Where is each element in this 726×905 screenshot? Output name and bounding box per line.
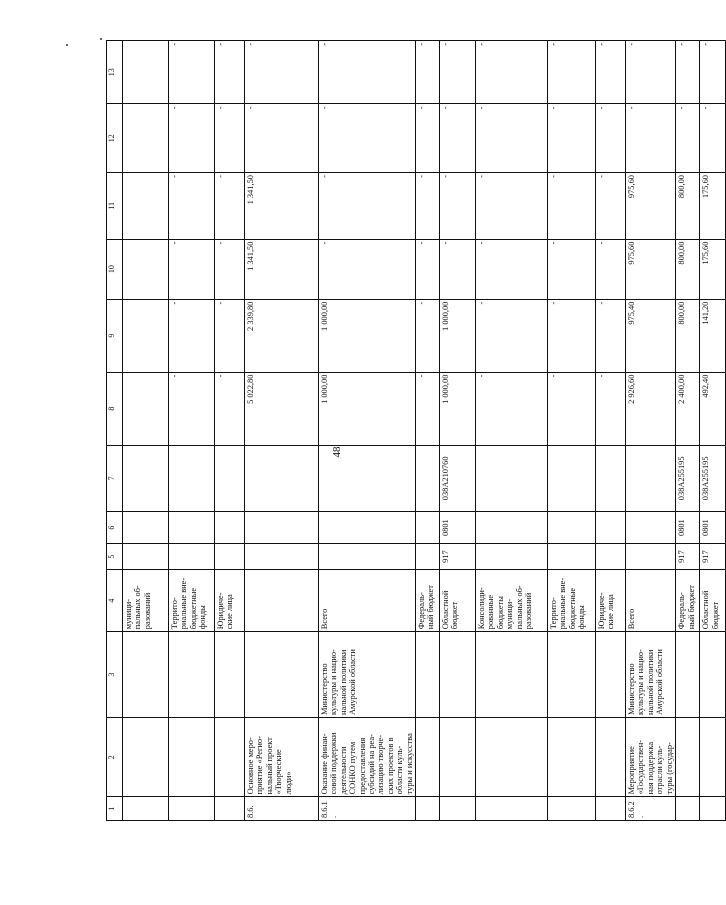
table-body	[107, 41, 726, 821]
table-cell	[123, 299, 169, 372]
table-cell: 1 000,00	[440, 372, 476, 445]
table-cell: -	[548, 372, 596, 445]
table-cell	[548, 632, 596, 718]
table-cell: -	[440, 173, 476, 240]
col-header-2: 2	[107, 718, 123, 797]
table-cell: Всего	[319, 569, 416, 631]
table-cell	[416, 544, 440, 570]
table-cell: 975,60	[626, 239, 676, 299]
table-cell	[476, 445, 548, 512]
col-header-10: 10	[107, 239, 123, 299]
table-cell	[416, 632, 440, 718]
table-cell	[626, 512, 676, 544]
table-row	[123, 41, 169, 821]
table-cell: 175,60	[700, 173, 726, 240]
table-row	[169, 41, 215, 821]
table-cell: -	[215, 372, 245, 445]
table-cell: -	[676, 41, 700, 104]
table-cell	[476, 512, 548, 544]
table-cell: Террито- риальные вне- бюджетные фонды	[169, 569, 215, 631]
table-cell	[123, 173, 169, 240]
table-cell: 1 000,00	[440, 299, 476, 372]
table-row	[676, 41, 700, 821]
table-cell: -	[626, 104, 676, 173]
page-number: 48	[331, 446, 343, 458]
column-number-row	[107, 41, 123, 821]
table-cell	[319, 544, 416, 570]
scan-speck	[100, 38, 102, 40]
table-cell: -	[215, 41, 245, 104]
table-row	[245, 41, 319, 821]
table-cell: 175,60	[700, 239, 726, 299]
table-cell	[626, 544, 676, 570]
table-cell: -	[596, 104, 626, 173]
table-cell	[548, 544, 596, 570]
table-cell: -	[548, 173, 596, 240]
table-cell: -	[416, 173, 440, 240]
table-cell: 0801	[440, 512, 476, 544]
col-header-4: 4	[107, 569, 123, 631]
table-cell: -	[596, 239, 626, 299]
table-cell: -	[169, 299, 215, 372]
table-cell: 975,40	[626, 299, 676, 372]
table-cell	[676, 632, 700, 718]
table-cell: -	[169, 372, 215, 445]
table-row	[700, 41, 726, 821]
table-cell: -	[596, 299, 626, 372]
table-row	[440, 41, 476, 821]
table-cell	[596, 445, 626, 512]
table-cell: -	[416, 372, 440, 445]
table-cell	[123, 544, 169, 570]
table-cell	[700, 632, 726, 718]
table-cell	[245, 512, 319, 544]
table-cell: -	[596, 372, 626, 445]
table-cell	[123, 372, 169, 445]
table-cell: 917	[700, 544, 726, 570]
table-cell	[123, 512, 169, 544]
table-cell: 917	[440, 544, 476, 570]
table-cell: муници- пальных об- разований	[123, 569, 169, 631]
table-cell: -	[215, 239, 245, 299]
table-cell: -	[319, 104, 416, 173]
table-cell	[123, 445, 169, 512]
col-header-8: 8	[107, 372, 123, 445]
table-cell	[215, 544, 245, 570]
table-cell	[245, 445, 319, 512]
table-cell: -	[626, 41, 676, 104]
table-cell: -	[215, 173, 245, 240]
table-cell	[123, 41, 169, 104]
table-cell: Основное меро- приятие «Регио- нальный проект «Творческие люди»	[245, 718, 319, 797]
table-cell: -	[215, 104, 245, 173]
table-cell: Министерство культуры и нацио- нальной политики Амурской области	[319, 632, 416, 718]
col-header-3: 3	[107, 632, 123, 718]
table-cell	[169, 718, 215, 797]
table-cell: Юридиче- ские лица	[215, 569, 245, 631]
table-cell	[245, 632, 319, 718]
table-cell: -	[548, 41, 596, 104]
table-cell	[215, 718, 245, 797]
table-cell: -	[215, 299, 245, 372]
table-cell: 1 341,50	[245, 173, 319, 240]
table-cell	[416, 718, 440, 797]
table-cell	[676, 797, 700, 821]
table-cell	[596, 632, 626, 718]
table-cell	[596, 797, 626, 821]
table-cell: -	[476, 372, 548, 445]
table-cell	[548, 445, 596, 512]
table-cell: Областной бюджет	[700, 569, 726, 631]
table-cell	[596, 544, 626, 570]
table-row	[215, 41, 245, 821]
table-cell: -	[169, 239, 215, 299]
table-cell	[123, 104, 169, 173]
table-cell	[245, 544, 319, 570]
table-cell: -	[440, 104, 476, 173]
table-cell	[123, 797, 169, 821]
table-row	[319, 41, 416, 821]
table-cell: Федераль- ный бюджет	[676, 569, 700, 631]
col-header-13: 13	[107, 41, 123, 104]
table-cell	[123, 632, 169, 718]
table-cell: 800,00	[676, 299, 700, 372]
table-cell: 8.6.2.	[626, 797, 676, 821]
table-cell: -	[169, 173, 215, 240]
table-cell	[416, 445, 440, 512]
table-cell: Областной бюджет	[440, 569, 476, 631]
table-cell: -	[416, 299, 440, 372]
table-cell	[476, 797, 548, 821]
table-cell	[169, 445, 215, 512]
table-cell: 917	[676, 544, 700, 570]
table-cell	[215, 445, 245, 512]
table-cell: -	[700, 41, 726, 104]
table-cell: 2 400,00	[676, 372, 700, 445]
table-cell: -	[416, 41, 440, 104]
table-cell	[215, 797, 245, 821]
table-cell: 1 341,50	[245, 239, 319, 299]
table-row	[548, 41, 596, 821]
col-header-5: 5	[107, 544, 123, 570]
table-cell: Оказание финан- совой поддержки деятельности СОНКО путем предоставления субсидий на реа- лизацию творче- ских проектов в области куль- туры и искусства	[319, 718, 416, 797]
table-cell: -	[548, 299, 596, 372]
table-cell: 038A210760	[440, 445, 476, 512]
table-cell: -	[476, 239, 548, 299]
table-cell	[596, 718, 626, 797]
table-cell	[123, 718, 169, 797]
col-header-12: 12	[107, 104, 123, 173]
table-cell: -	[169, 104, 215, 173]
table-cell: -	[169, 41, 215, 104]
table-cell: 8.6.	[245, 797, 319, 821]
table-cell: -	[476, 299, 548, 372]
table-cell: Министерство культуры и нацио- нальной политики Амурской области	[626, 632, 676, 718]
table-cell	[700, 797, 726, 821]
table-cell: -	[596, 173, 626, 240]
table-cell	[123, 239, 169, 299]
table-cell: 1 000,00	[319, 372, 416, 445]
table-cell	[440, 718, 476, 797]
table-cell	[548, 718, 596, 797]
table-cell: 1 000,00	[319, 299, 416, 372]
table-cell: 492,40	[700, 372, 726, 445]
table-cell: 8.6.1.	[319, 797, 416, 821]
table-cell: -	[548, 104, 596, 173]
table-cell: -	[476, 41, 548, 104]
col-header-6: 6	[107, 512, 123, 544]
table-cell: -	[245, 104, 319, 173]
table-cell: 975,60	[626, 173, 676, 240]
table-cell	[476, 718, 548, 797]
budget-table	[106, 40, 726, 821]
table-cell: Террито- риальные вне- бюджетные фонды	[548, 569, 596, 631]
table-cell	[476, 544, 548, 570]
table-cell	[169, 632, 215, 718]
table-cell	[548, 512, 596, 544]
table-cell	[700, 718, 726, 797]
table-cell	[416, 512, 440, 544]
table-cell	[416, 797, 440, 821]
table-cell: Всего	[626, 569, 676, 631]
table-cell: -	[548, 239, 596, 299]
table-cell: -	[245, 41, 319, 104]
table-cell: -	[596, 41, 626, 104]
table-cell: Федераль- ный бюджет	[416, 569, 440, 631]
table-cell	[440, 632, 476, 718]
table-cell	[676, 718, 700, 797]
table-cell: 038A255195	[676, 445, 700, 512]
table-cell	[476, 632, 548, 718]
table-cell: -	[700, 104, 726, 173]
col-header-11: 11	[107, 173, 123, 240]
table-cell: 2 339,80	[245, 299, 319, 372]
table-cell: -	[476, 104, 548, 173]
table-cell	[169, 512, 215, 544]
table-cell: -	[319, 239, 416, 299]
table-cell: Юридиче- ские лица	[596, 569, 626, 631]
table-cell: 800,00	[676, 239, 700, 299]
table-cell	[169, 797, 215, 821]
table-cell	[245, 569, 319, 631]
table-cell: 800,00	[676, 173, 700, 240]
table-cell: -	[319, 41, 416, 104]
table-row	[476, 41, 548, 821]
col-header-1: 1	[107, 797, 123, 821]
col-header-9: 9	[107, 299, 123, 372]
table-cell: -	[416, 104, 440, 173]
table-cell: -	[440, 41, 476, 104]
table-cell	[319, 512, 416, 544]
table-cell: 0801	[676, 512, 700, 544]
table-cell: -	[476, 173, 548, 240]
col-header-7: 7	[107, 445, 123, 512]
table-cell: Консолиди- рованные бюджеты муници- пальных об- разований	[476, 569, 548, 631]
rotated-table-frame	[106, 40, 720, 821]
table-cell	[440, 797, 476, 821]
table-row	[416, 41, 440, 821]
table-cell: 2 926,60	[626, 372, 676, 445]
table-cell	[215, 632, 245, 718]
table-cell: -	[676, 104, 700, 173]
table-cell: 0801	[700, 512, 726, 544]
table-cell	[169, 544, 215, 570]
table-cell: -	[440, 239, 476, 299]
table-cell: -	[319, 173, 416, 240]
table-row	[596, 41, 626, 821]
scan-speck	[66, 44, 68, 46]
table-cell	[626, 445, 676, 512]
table-cell	[548, 797, 596, 821]
table-cell: -	[416, 239, 440, 299]
table-row	[626, 41, 676, 821]
table-cell: Мероприятие «Государствен- ная поддержка отрасли куль- туры (государ-	[626, 718, 676, 797]
table-cell	[596, 512, 626, 544]
table-cell: 5 022,80	[245, 372, 319, 445]
table-cell: 141,20	[700, 299, 726, 372]
table-cell: 038A255195	[700, 445, 726, 512]
table-cell	[215, 512, 245, 544]
